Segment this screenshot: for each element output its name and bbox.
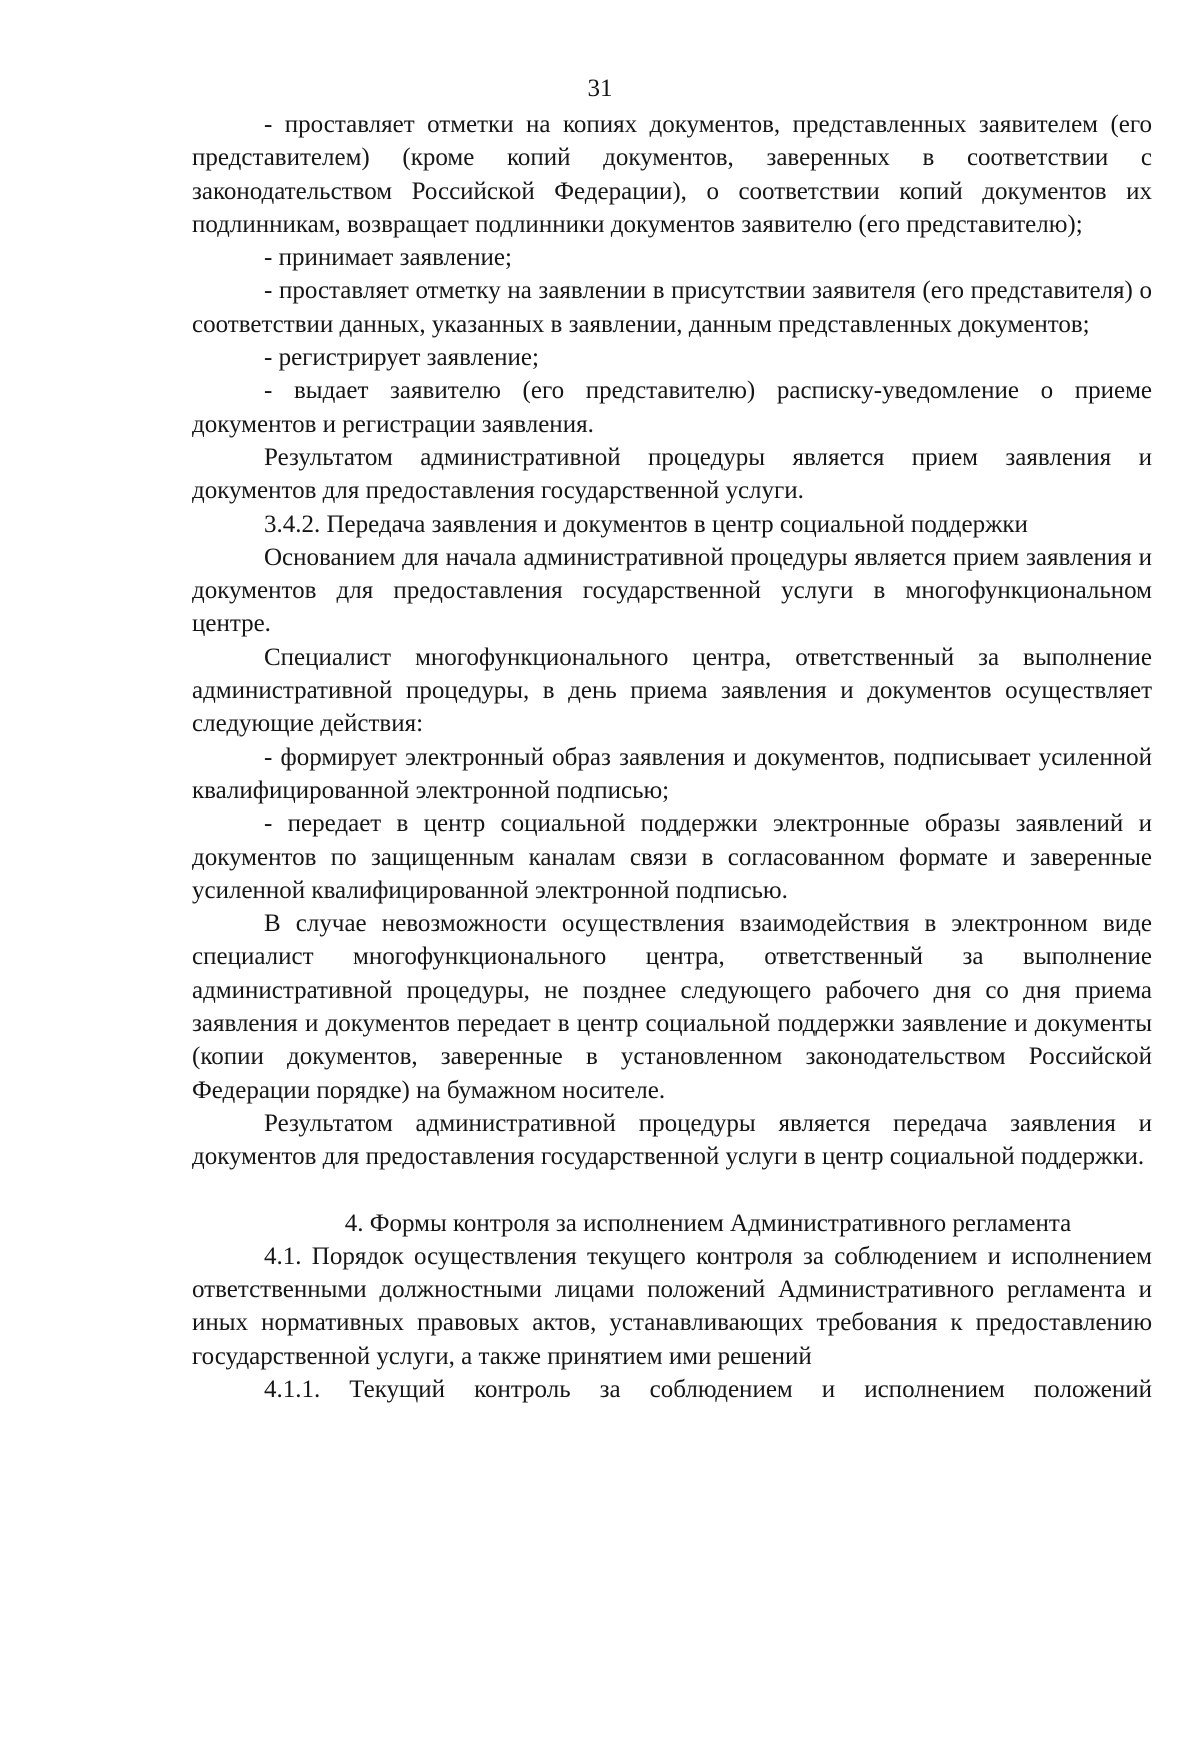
section-heading-4: 4. Формы контроля за исполнением Административного регламента xyxy=(344,1209,1072,1237)
paragraph-2: - принимает заявление; xyxy=(264,244,512,272)
paragraph-1: - проставляет отметки на копиях документов, представленных заявителем (его представителем) (кроме копий документов, заверенных в соответствии с законодательством Российской Федерации), о соответствии копий документов их подлинникам, возвращает подлинники документов заявителю (его представителю); xyxy=(192,111,1152,238)
paragraph-4: - регистрирует заявление; xyxy=(264,344,539,372)
paragraph-8: Специалист многофункционального центра, ответственный за выполнение административной процедуры, в день приема заявления и документов осуществляет следующие действия: xyxy=(192,643,1152,738)
subsection-heading-4-1: 4.1. Порядок осуществления текущего контроля за соблюдением и исполнением ответственными должностными лицами положений Административного регламента и иных нормативных правовых актов, устанавливающих требования к предоставлению государственной услуги, а также принятием ими решений xyxy=(192,1242,1152,1370)
paragraph-9: - формирует электронный образ заявления и документов, подписывает усиленной квалифицированной электронной подписью; xyxy=(192,743,1152,804)
paragraph-12: Результатом административной процедуры является передача заявления и документов для предоставления государственной услуги в центр социальной поддержки. xyxy=(192,1109,1152,1171)
paragraph-7: Основанием для начала административной процедуры является прием заявления и документов для предоставления государственной услуги в многофункциональном центре. xyxy=(192,543,1152,638)
paragraph-6: Результатом административной процедуры является прием заявления и документов для предоставления государственной услуги. xyxy=(192,443,1152,505)
subsection-heading-4-1-1: 4.1.1. Текущий контроль за соблюдением и исполнением положений xyxy=(264,1375,1152,1403)
subsection-heading-3-4-2: 3.4.2. Передача заявления и документов в центр социальной поддержки xyxy=(264,510,1028,538)
paragraph-11: В случае невозможности осуществления взаимодействия в электронном виде специалист многофункционального центра, ответственный за выполнение административной процедуры, не позднее следующего рабочего дня со дня приема заявления и документов передает в центр социальной поддержки заявление и документы (копии документов, заверенные в установленном законодательством Российской Федерации порядке) на бумажном носителе. xyxy=(192,910,1152,1104)
page-content xyxy=(192,108,1152,1406)
paragraph-10: - передает в центр социальной поддержки электронные образы заявлений и документов по защищенным каналам связи в согласованном формате и заверенные усиленной квалифицированной электронной подписью. xyxy=(192,810,1152,904)
paragraph-3: - проставляет отметку на заявлении в присутствии заявителя (его представителя) о соответствии данных, указанных в заявлении, данным представленных документов; xyxy=(192,277,1152,338)
paragraph-5: - выдает заявителю (его представителю) расписку-уведомление о приеме документов и регистрации заявления. xyxy=(192,377,1152,438)
page-number: 31 xyxy=(587,75,613,102)
